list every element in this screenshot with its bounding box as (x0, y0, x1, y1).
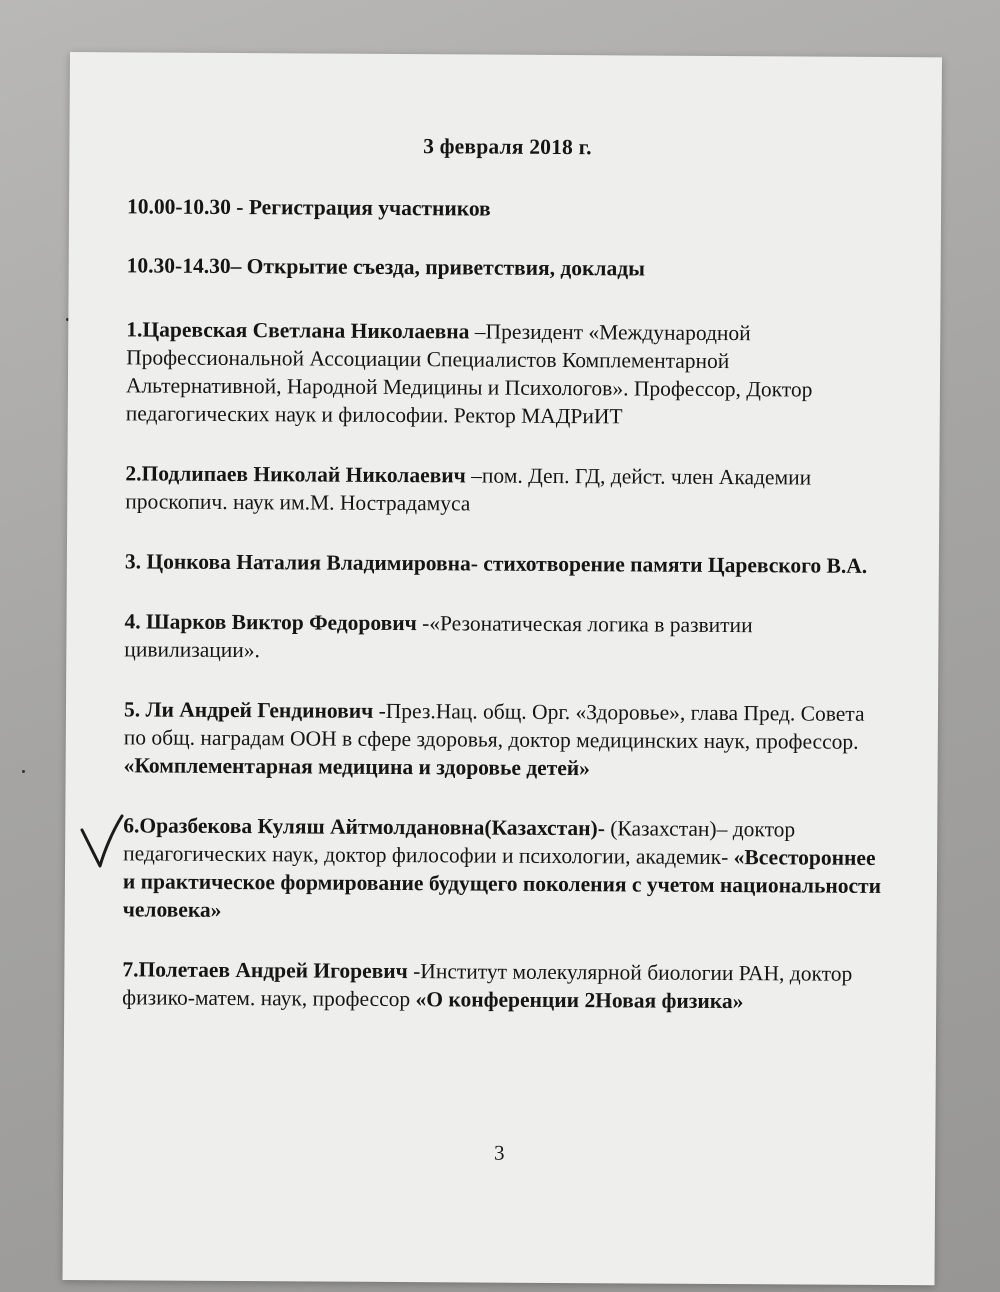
speaker-entry-6 (123, 811, 884, 928)
speaker-details: –Президент «Международной Профессиональной Ассоциации Специалистов Комплементарной Альтернативной, Народной Медицины и Психологов». Профессор, Доктор педагогических наук и философии. Ректор МАДРиИТ (125, 319, 813, 429)
speaker-details: -Институт молекулярной биологии РАН, доктор физико-матем. наук, профессор (122, 959, 853, 1012)
talk-title: «Всестороннее и практическое формирование будущего поколения с учетом национальности человека» (122, 845, 882, 922)
talk-title: «О конференции 2Новая физика» (415, 987, 744, 1014)
handwritten-check-mark-icon (78, 812, 126, 870)
speaker-entry-1 (126, 315, 887, 432)
speaker-entry-3 (125, 547, 885, 580)
speaker-details: (Казахстан)– доктор педагогических наук, доктор философии и психологии, академик- (123, 816, 796, 870)
document-page (62, 52, 941, 1285)
speaker-entry-7 (122, 955, 882, 1016)
speaker-name: 6.Оразбекова Куляш Айтмолдановна(Казахстан)- (123, 813, 605, 841)
talk-title: «Комплементарная медицина и здоровье детей» (123, 753, 591, 781)
schedule-registration: 10.00-10.30 - Регистрация участников (126, 194, 491, 221)
speaker-entry-4 (124, 607, 884, 668)
schedule-opening: 10.30-14.30– Открытие съезда, приветствия, доклады (126, 253, 646, 281)
speaker-name: 3. Цонкова Наталия Владимировна- стихотворение памяти Царевского В.А. (124, 549, 868, 578)
speaker-details: –пом. Деп. ГД, дейст. член Академии проскопич. наук им.М. Нострадамуса (125, 463, 812, 516)
pen-dot (22, 770, 25, 773)
speaker-name: 1.Царевская Светлана Николаевна (126, 317, 470, 344)
speaker-details: -През.Нац. общ. Орг. «Здоровье», глава Пред. Совета по общ. наградам ООН в сфере здоровья, доктор медицинских наук, профессор. (123, 698, 865, 754)
speaker-details: -«Резонатическая логика в развитии цивилизации». (124, 611, 753, 663)
document-content (122, 130, 888, 1048)
speaker-name: 2.Подлипаев Николай Николаевич (125, 461, 466, 488)
speaker-name: 7.Полетаев Андрей Игоревич (122, 957, 408, 984)
page-number: 3 (493, 1140, 505, 1165)
speaker-entry-2 (125, 459, 885, 520)
speaker-name: 5. Ли Андрей Гендинович (123, 697, 374, 723)
speaker-name: 4. Шарков Виктор Федорович (124, 609, 417, 636)
speaker-entry-5 (124, 695, 884, 784)
date-heading: 3 февраля 2018 г. (423, 134, 592, 160)
